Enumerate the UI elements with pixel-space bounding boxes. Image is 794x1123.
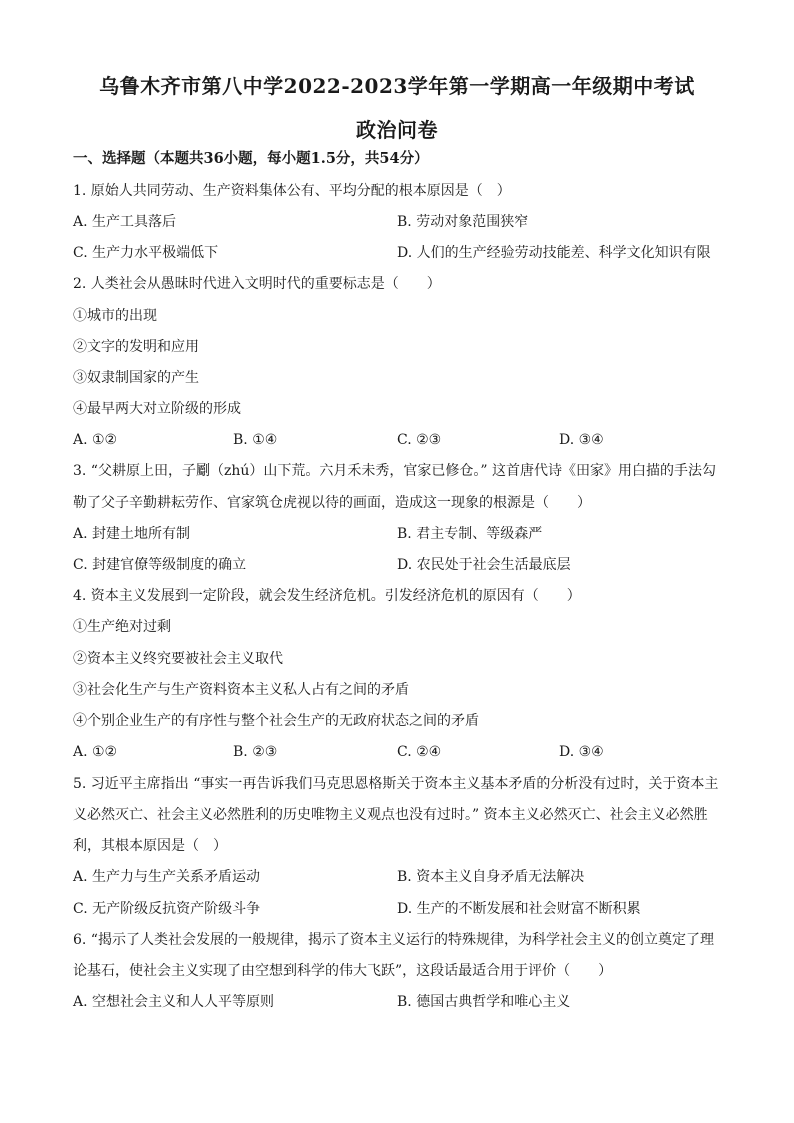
q2-statement-2: ②文字的发明和应用	[73, 339, 199, 355]
q6-option-a: A. 空想社会主义和人人平等原则	[73, 994, 275, 1010]
q6-option-b: B. 德国古典哲学和唯心主义	[397, 994, 571, 1010]
q3-option-b: B. 君主专制、等级森严	[397, 526, 543, 542]
exam-title: 乌鲁木齐市第八中学2022-2023学年第一学期高一年级期中考试	[99, 74, 695, 98]
q5-stem-line1: 5. 习近平主席指出 “事实一再告诉我们马克思恩格斯关于资本主义基本矛盾的分析没有过时，关于资本主	[73, 776, 719, 792]
q4-stem: 4. 资本主义发展到一定阶段，就会发生经济危机。引发经济危机的原因有（ ）	[73, 588, 581, 604]
q2-option-a: A. ①②	[73, 432, 118, 448]
q2-stem: 2. 人类社会从愚昧时代进入文明时代的重要标志是（ ）	[73, 276, 441, 292]
q3-option-d: D. 农民处于社会生活最底层	[397, 557, 571, 573]
exam-subtitle: 政治问卷	[356, 118, 438, 142]
q2-statement-1: ①城市的出现	[73, 308, 157, 324]
q2-option-b: B. ①④	[233, 432, 278, 448]
q1-option-a: A. 生产工具落后	[73, 214, 177, 230]
q4-statement-3: ③社会化生产与生产资料资本主义私人占有之间的矛盾	[73, 682, 409, 698]
q3-stem-line2: 勒了父子辛勤耕耘劳作、官家筑仓虎视以待的画面，造成这一现象的根源是（ ）	[73, 495, 591, 511]
q5-option-a: A. 生产力与生产关系矛盾运动	[73, 869, 261, 885]
q2-statement-4: ④最早两大对立阶级的形成	[73, 401, 241, 417]
q4-statement-1: ①生产绝对过剩	[73, 619, 171, 635]
q3-option-c: C. 封建官僚等级制度的确立	[73, 557, 247, 573]
q4-option-c: C. ②④	[397, 744, 442, 760]
q5-stem-line2: 义必然灭亡、社会主义必然胜利的历史唯物主义观点也没有过时。” 资本主义必然灭亡、社会主义必然胜	[73, 807, 708, 823]
q2-option-c: C. ②③	[397, 432, 442, 448]
q1-option-b: B. 劳动对象范围狭窄	[397, 214, 529, 230]
q6-stem-line2: 论基石，使社会主义实现了由空想到科学的伟大飞跃”，这段话最适合用于评价（ ）	[73, 963, 613, 979]
q4-statement-4: ④个别企业生产的有序性与整个社会生产的无政府状态之间的矛盾	[73, 713, 479, 729]
q4-statement-2: ②资本主义终究要被社会主义取代	[73, 651, 283, 667]
q1-stem: 1. 原始人共同劳动、生产资料集体公有、平均分配的根本原因是（ ）	[73, 183, 511, 199]
q6-stem-line1: 6. “揭示了人类社会发展的一般规律，揭示了资本主义运行的特殊规律，为科学社会主义的创立奠定了理	[73, 932, 714, 948]
q5-option-c: C. 无产阶级反抗资产阶级斗争	[73, 901, 261, 917]
q2-statement-3: ③奴隶制国家的产生	[73, 370, 199, 386]
q1-option-d: D. 人们的生产经验劳动技能差、科学文化知识有限	[397, 245, 711, 261]
q3-option-a: A. 封建土地所有制	[73, 526, 191, 542]
q4-option-a: A. ①②	[73, 744, 118, 760]
q3-stem-line1: 3. “父耕原上田，子劚（zhú）山下荒。六月禾未秀，官家已修仓。” 这首唐代诗《田家》用白描的手法勾	[73, 463, 716, 479]
section-heading: 一、选择题（本题共36小题，每小题1.5分，共54分）	[73, 150, 429, 167]
q5-option-b: B. 资本主义自身矛盾无法解决	[397, 869, 585, 885]
q5-option-d: D. 生产的不断发展和社会财富不断积累	[397, 901, 641, 917]
q1-option-c: C. 生产力水平极端低下	[73, 245, 219, 261]
q2-option-d: D. ③④	[559, 432, 604, 448]
q5-stem-line3: 利，其根本原因是（ ）	[73, 838, 227, 854]
q4-option-b: B. ②③	[233, 744, 278, 760]
q4-option-d: D. ③④	[559, 744, 604, 760]
